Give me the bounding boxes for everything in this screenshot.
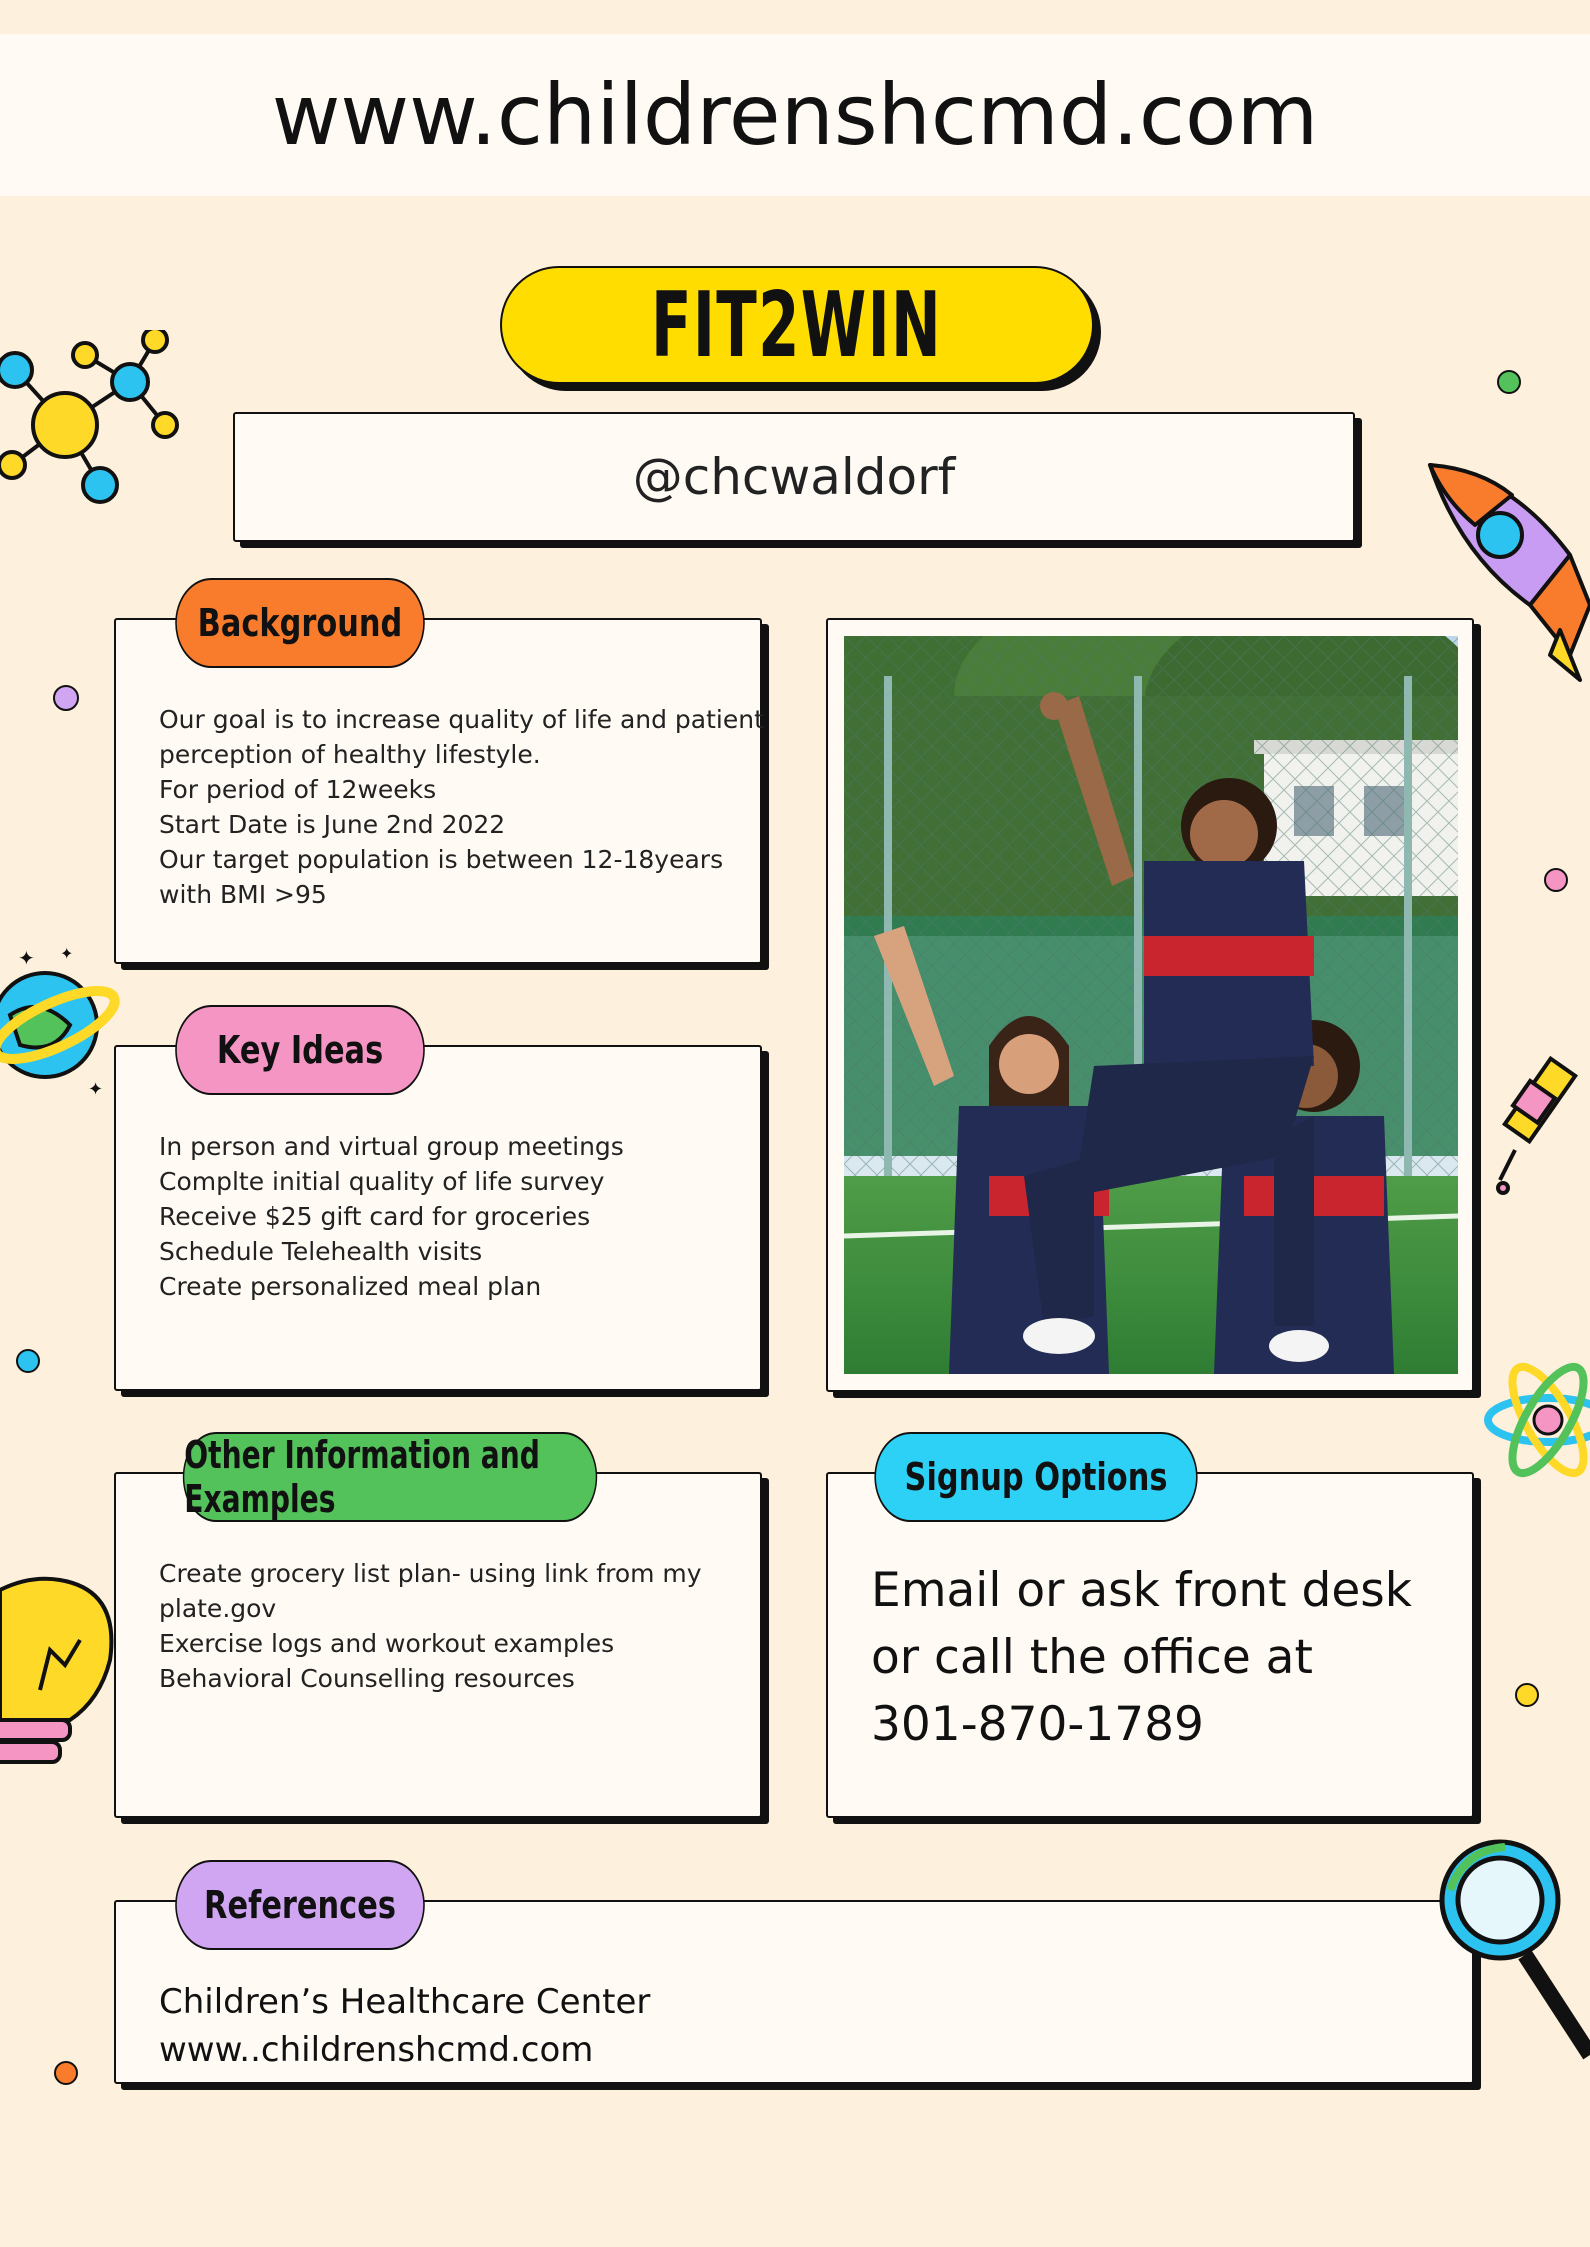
molecule-icon [0, 330, 190, 520]
dot-decoration [53, 685, 79, 711]
key-ideas-text: In person and virtual group meetings Complte initial quality of life survey Receive $25 gift card for groceries Schedule Telehealth visits Create personalized meal plan [159, 1132, 624, 1301]
references-text: Children’s Healthcare Center www..childrenshcmd.com [159, 1978, 650, 2074]
dot-decoration [1497, 370, 1521, 394]
signup-label: Signup Options [874, 1432, 1197, 1522]
phone-number[interactable]: 301-870-1789 [871, 1697, 1204, 1752]
website-url[interactable]: www.childrenshcmd.com [271, 66, 1319, 164]
background-text: Our goal is to increase quality of life and patient perception of healthy lifestyle. For period of 12weeks Start Date is June 2nd 2022 Our target population is between 12-18years with BMI >95 [159, 705, 764, 909]
svg-text:✦: ✦ [88, 1079, 104, 1099]
dot-decoration [16, 1349, 40, 1373]
syringe-icon [1495, 1030, 1590, 1200]
page-title: FIT2WIN [651, 272, 943, 378]
other-info-text: Create grocery list plan- using link from my plate.gov Exercise logs and workout examples Behavioral Counselling resources [159, 1559, 702, 1693]
references-label: References [175, 1860, 425, 1950]
svg-text:✦: ✦ [18, 948, 35, 970]
photo-soccer-team-celebrating [844, 636, 1458, 1374]
planet-icon [0, 945, 120, 1105]
dot-decoration [1515, 1683, 1539, 1707]
dot-decoration [1544, 868, 1568, 892]
rocket-icon [1420, 455, 1590, 695]
magnifier-icon [1435, 1835, 1590, 2070]
lightbulb-icon [0, 1570, 120, 1790]
svg-text:✦: ✦ [60, 946, 74, 963]
title-badge [500, 266, 1094, 384]
background-label: Background [175, 578, 425, 668]
social-handle: @chcwaldorf [632, 448, 956, 506]
key-ideas-label: Key Ideas [175, 1005, 425, 1095]
dot-decoration [54, 2061, 78, 2085]
social-handle-box [233, 412, 1355, 542]
other-info-label: Other Information and Examples [183, 1432, 597, 1522]
photo-illustration [844, 636, 1458, 1374]
atom-icon [1478, 1340, 1590, 1510]
references-url[interactable]: www..childrenshcmd.com [159, 2030, 594, 2070]
signup-text: Email or ask front desk or call the office at 301-870-1789 [871, 1557, 1412, 1758]
